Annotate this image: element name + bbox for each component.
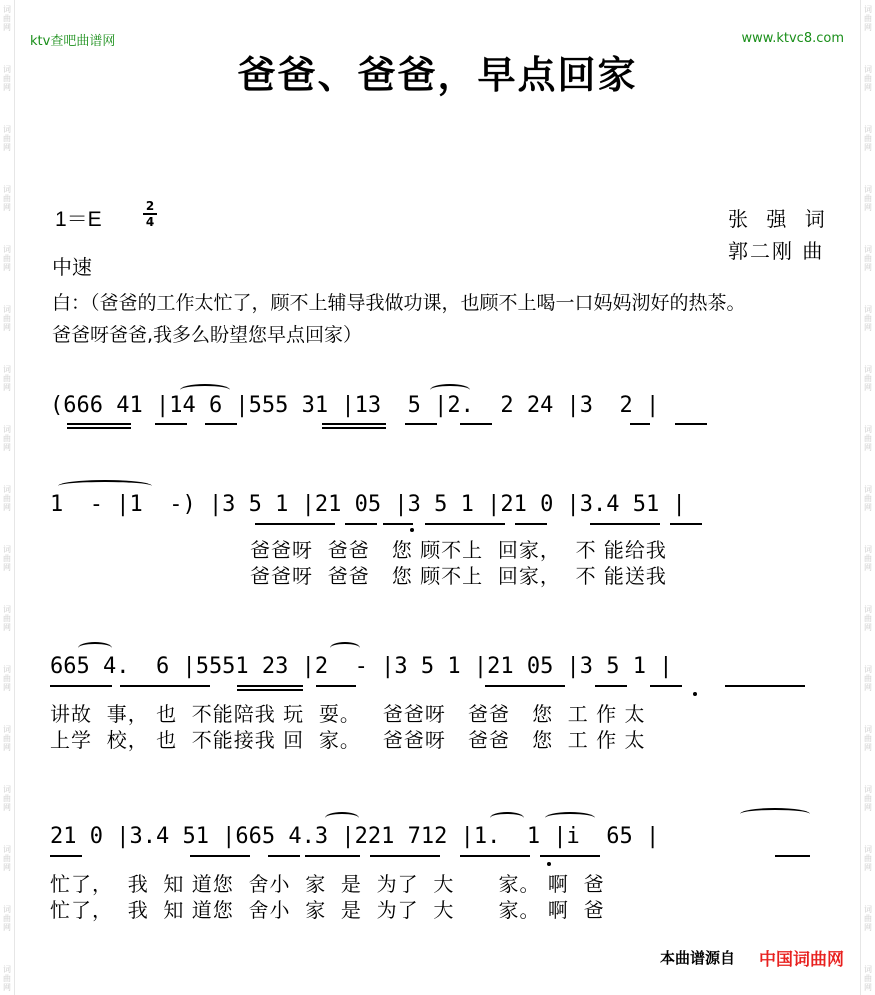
tie bbox=[58, 480, 152, 492]
beam-line bbox=[650, 685, 682, 687]
watermark-text: 词曲网 bbox=[3, 5, 11, 32]
beam-line bbox=[67, 423, 131, 425]
beam-line bbox=[515, 523, 547, 525]
lyric-verse-1: 讲故 事， 也 不能陪我 玩 耍。 爸爸呀 爸爸 您 工 作 太 bbox=[50, 702, 646, 726]
song-title: 爸爸、爸爸，早点回家 bbox=[237, 53, 638, 97]
watermark-text: 词曲网 bbox=[864, 785, 872, 812]
watermark-text: 词曲网 bbox=[864, 845, 872, 872]
beam-line bbox=[155, 423, 187, 425]
beam-line bbox=[725, 685, 805, 687]
notation-line: (666 41 |14 6 |555 31 |13 5 |2. 2 24 |3 2 | bbox=[50, 393, 660, 418]
source-credit-site[interactable]: 中国词曲网 bbox=[759, 950, 844, 970]
watermark-text: 词曲网 bbox=[3, 905, 11, 932]
watermark-text: 词曲网 bbox=[864, 245, 872, 272]
beam-line bbox=[775, 855, 810, 857]
time-signature-top: 2 bbox=[145, 199, 155, 213]
watermark-text: 词曲网 bbox=[864, 65, 872, 92]
watermark-text: 词曲网 bbox=[3, 725, 11, 752]
slur bbox=[180, 384, 230, 396]
beam-line bbox=[460, 855, 530, 857]
beam-line bbox=[370, 855, 440, 857]
key-signature: 1＝E bbox=[55, 208, 102, 231]
watermark-text: 词曲网 bbox=[864, 125, 872, 152]
beam-line bbox=[595, 685, 627, 687]
watermark-text: 词曲网 bbox=[864, 605, 872, 632]
lyric-verse-1: 忙了， 我 知 道您 舍小 家 是 为了 大 家。 啊 爸 bbox=[50, 872, 605, 896]
lyric-verse-2: 爸爸呀 爸爸 您 顾不上 回家， 不 能送我 bbox=[250, 564, 667, 588]
beam-line bbox=[405, 423, 437, 425]
right-watermark-strip bbox=[860, 0, 875, 995]
beam-line bbox=[425, 523, 505, 525]
spoken-intro bbox=[52, 287, 746, 351]
beam-line bbox=[67, 427, 131, 429]
watermark-text: 词曲网 bbox=[864, 725, 872, 752]
watermark-text: 词曲网 bbox=[864, 905, 872, 932]
beam-line bbox=[237, 689, 303, 691]
lyric-verse-2: 忙了， 我 知 道您 舍小 家 是 为了 大 家。 啊 爸 bbox=[50, 898, 605, 922]
lyric-verse-1: 爸爸呀 爸爸 您 顾不上 回家， 不 能给我 bbox=[250, 538, 667, 562]
beam-line bbox=[383, 523, 413, 525]
beam-line bbox=[237, 685, 303, 687]
watermark-text: 词曲网 bbox=[3, 125, 11, 152]
beam-line bbox=[50, 855, 82, 857]
watermark-text: 词曲网 bbox=[864, 425, 872, 452]
beam-line bbox=[460, 423, 492, 425]
watermark-text: 词曲网 bbox=[864, 965, 872, 992]
beam-line bbox=[670, 523, 702, 525]
lower-octave-dot bbox=[547, 862, 551, 866]
beam-line bbox=[120, 685, 210, 687]
source-credit-label: 本曲谱源自 bbox=[659, 949, 735, 967]
beam-line bbox=[255, 523, 335, 525]
watermark-text: 词曲网 bbox=[3, 845, 11, 872]
tempo-marking: 中速 bbox=[52, 255, 92, 279]
notation-line: 1 - |1 -) |3 5 1 |21 05 |3 5 1 |21 0 |3.4 51 | bbox=[50, 492, 686, 517]
notation-line: 21 0 |3.4 51 |665 4.3 |221 712 |1. 1 |i 65 | bbox=[50, 824, 660, 849]
watermark-text: 词曲网 bbox=[3, 785, 11, 812]
beam-line bbox=[630, 423, 650, 425]
slur bbox=[545, 812, 595, 824]
beam-line bbox=[540, 855, 600, 857]
watermark-text: 词曲网 bbox=[3, 485, 11, 512]
source-site-label-right[interactable]: www.ktvc8.com bbox=[741, 31, 844, 46]
beam-line bbox=[345, 523, 377, 525]
watermark-text: 词曲网 bbox=[3, 305, 11, 332]
notation-line: 665 4. 6 |5551 23 |2 - |3 5 1 |21 05 |3 5 1 | bbox=[50, 654, 673, 679]
watermark-text: 词曲网 bbox=[3, 245, 11, 272]
watermark-text: 词曲网 bbox=[3, 965, 11, 992]
slur bbox=[78, 642, 112, 654]
lyric-verse-2: 上学 校， 也 不能接我 回 家。 爸爸呀 爸爸 您 工 作 太 bbox=[50, 728, 646, 752]
watermark-text: 词曲网 bbox=[3, 545, 11, 572]
slur bbox=[430, 384, 470, 396]
beam-line bbox=[50, 685, 112, 687]
lower-octave-dot bbox=[693, 692, 697, 696]
lower-octave-dot bbox=[410, 528, 414, 532]
watermark-text: 词曲网 bbox=[3, 425, 11, 452]
beam-line bbox=[316, 685, 356, 687]
beam-line bbox=[485, 685, 565, 687]
left-watermark-strip bbox=[0, 0, 15, 995]
source-site-label-left[interactable]: ktv查吧曲谱网 bbox=[30, 34, 116, 49]
beam-line bbox=[590, 523, 660, 525]
lyricist-credit: 张 强 词 bbox=[728, 207, 831, 231]
slur bbox=[490, 812, 524, 824]
beam-line bbox=[190, 855, 250, 857]
time-signature-bottom: 4 bbox=[145, 215, 155, 229]
watermark-text: 词曲网 bbox=[864, 485, 872, 512]
beam-line bbox=[322, 427, 386, 429]
spoken-intro-line-1: 白：（爸爸的工作太忙了，顾不上辅导我做功课，也顾不上喝一口妈妈沏好的热茶。 bbox=[52, 292, 746, 314]
beam-line bbox=[305, 855, 360, 857]
score-row-3 bbox=[50, 640, 835, 755]
score-row-1 bbox=[50, 388, 835, 438]
slur bbox=[330, 642, 360, 654]
time-signature bbox=[143, 200, 157, 228]
watermark-text: 词曲网 bbox=[864, 365, 872, 392]
spoken-intro-line-2: 爸爸呀爸爸,我多么盼望您早点回家） bbox=[52, 324, 363, 346]
watermark-text: 词曲网 bbox=[864, 5, 872, 32]
watermark-text: 词曲网 bbox=[3, 65, 11, 92]
watermark-text: 词曲网 bbox=[3, 605, 11, 632]
watermark-text: 词曲网 bbox=[3, 665, 11, 692]
watermark-text: 词曲网 bbox=[864, 305, 872, 332]
score-row-4 bbox=[50, 810, 835, 925]
slur bbox=[325, 812, 359, 824]
composer-credit: 郭二刚 曲 bbox=[728, 239, 825, 263]
beam-line bbox=[675, 423, 707, 425]
beam-line bbox=[268, 855, 300, 857]
watermark-text: 词曲网 bbox=[864, 545, 872, 572]
watermark-text: 词曲网 bbox=[864, 665, 872, 692]
score-row-2 bbox=[50, 478, 835, 588]
beam-line bbox=[322, 423, 386, 425]
watermark-text: 词曲网 bbox=[3, 185, 11, 212]
watermark-text: 词曲网 bbox=[3, 365, 11, 392]
watermark-text: 词曲网 bbox=[864, 185, 872, 212]
slur bbox=[740, 808, 810, 820]
beam-line bbox=[205, 423, 237, 425]
